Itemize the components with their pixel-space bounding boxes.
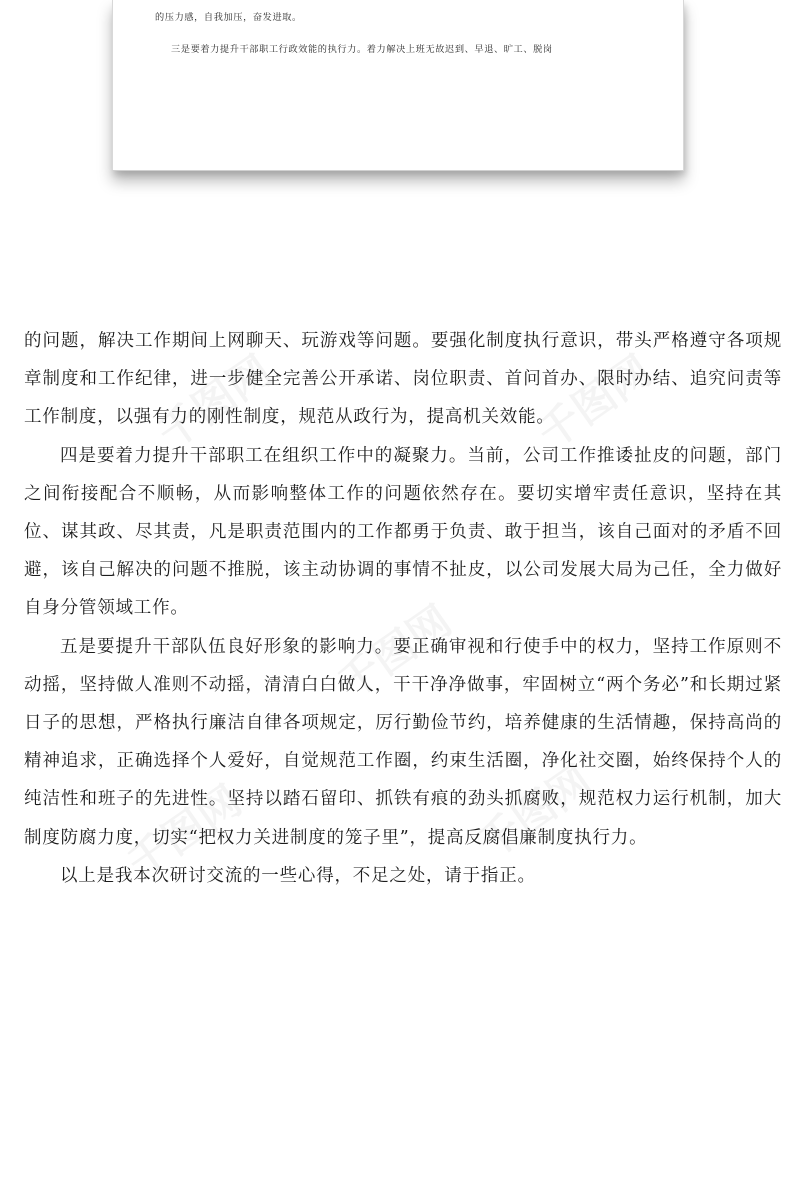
watermark: 千图网	[118, 775, 251, 889]
paragraph: 以上是我本次研讨交流的一些心得，不足之处，请于指正。	[60, 865, 536, 886]
preview-text-line: 三是要着力提升干部职工行政效能的执行力。着力解决上班无故迟到、早退、旷工、脱岗	[171, 44, 553, 55]
paragraph: 五是要提升干部队伍良好形象的影响力。要正确审视和行使手中的权力，坚持工作原则不动摇，坚持做人准则不动摇，清清白白做人，干干净净做事，牢固树立“两个务必”和长期过紧日子的思想，严格执行廉洁自律各项规定，厉行勤俭节约，培养健康的生活情趣，保持高尚的精神追求，正确选择个人爱好，自觉规范工作圈，约束生活圈，净化社交圈，始终保持个人的纯洁性和班子的先进性。坚持以踏石留印、抓铁有痕的劲头抓腐败，规范权力运行机制，加大制度防腐力度，切实“把权力关进制度的笼子里”，提高反腐倡廉制度执行力。	[24, 636, 782, 848]
watermark: 千图网	[328, 595, 461, 709]
watermark: 千图网	[148, 345, 281, 459]
paragraph: 的问题，解决工作期间上网聊天、玩游戏等问题。要强化制度执行意识，带头严格遵守各项规章制度和工作纪律，进一步健全完善公开承诺、岗位职责、首问首办、限时办结、追究问责等工作制度，以强有力的刚性制度，规范从政行为，提高机关效能。	[24, 331, 782, 428]
document-body	[24, 322, 782, 895]
document-preview-card	[112, 0, 684, 171]
watermark: 千图网	[468, 755, 601, 869]
preview-text-line: 的压力感，自我加压，奋发进取。	[155, 12, 302, 23]
paragraph: 四是要着力提升干部职工在组织工作中的凝聚力。当前，公司工作推诿扯皮的问题，部门之间衔接配合不顺畅，从而影响整体工作的问题依然存在。要切实增牢责任意识，坚持在其位、谋其政、尽其责，凡是职责范围内的工作都勇于负责、敢于担当，该自己面对的矛盾不回避，该自己解决的问题不推脱，该主动协调的事情不扯皮，以公司发展大局为己任，全力做好自身分管领域工作。	[24, 445, 782, 619]
watermark: 千图网	[528, 345, 661, 459]
